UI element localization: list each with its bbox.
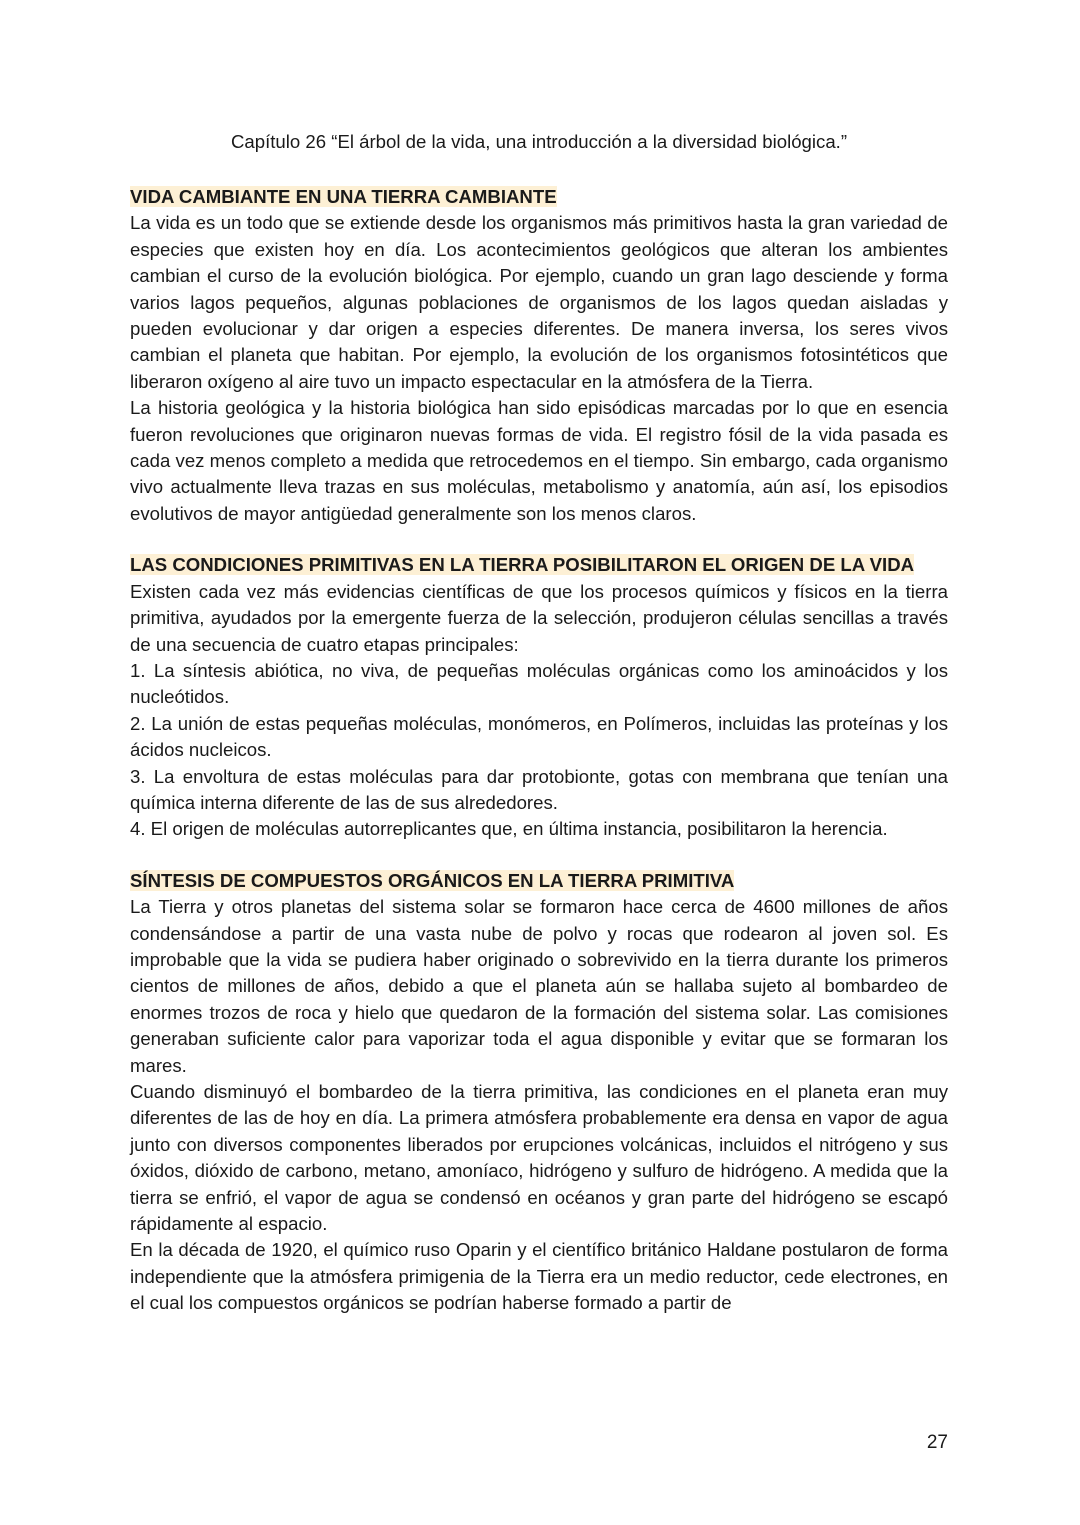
list-item: 3. La envoltura de estas moléculas para dar protobionte, gotas con membrana que tenían una química interna diferente de las de sus alrededores. <box>130 765 948 813</box>
paragraph: La vida es un todo que se extiende desde los organismos más primitivos hasta la gran variedad de especies que existen hoy en día. Los acontecimientos geológicos que alteran los ambientes cambian el curso de la evolución biológica. Por ejemplo, cuando un gran lago desciende y forma varios lagos pequeños, algunas poblaciones de organismos de los lagos quedan aisladas y pueden evolucionar y dar origen a especies diferentes. De manera inversa, los seres vivos cambian el planeta que habitan. Por ejemplo, la evolución de los organismos fotosintéticos que liberaron oxígeno al aire tuvo un impacto espectacular en la atmósfera de la Tierra. <box>130 212 948 392</box>
section-heading <box>130 184 948 210</box>
section-heading <box>130 552 948 578</box>
paragraph: La historia geológica y la historia biológica han sido episódicas marcadas por lo que en esencia fueron revoluciones que originaron nuevas formas de vida. El registro fósil de la vida pasada es cada vez menos completo a medida que retrocedemos en el tiempo. Sin embargo, cada organismo vivo actualmente lleva trazas en sus moléculas, metabolismo y anatomía, aún así, los episodios evolutivos de mayor antigüedad generalmente son los menos claros. <box>130 397 948 524</box>
page-number: 27 <box>926 1432 948 1453</box>
paragraph: En la década de 1920, el químico ruso Oparin y el científico británico Haldane postularon de forma independiente que la atmósfera primigenia de la Tierra era un medio reductor, cede electrones, en el cual los compuestos orgánicos se podrían haberse formado a partir de <box>130 1239 948 1314</box>
list-item: 4. El origen de moléculas autorreplicantes que, en última instancia, posibilitaron la herencia. <box>130 818 888 840</box>
paragraph: La Tierra y otros planetas del sistema solar se formaron hace cerca de 4600 millones de años condensándose a partir de una vasta nube de polvo y rocas que rodearon al joven sol. Es improbable que la vida se pudiera haber originado o sobrevivido en la tierra durante los primeros cientos de millones de años, debido a que el planeta aún se hallaba sujeto al bombardeo de enormes trozos de roca y hielo que quedaron de la formación del sistema solar. Las comisiones generaban suficiente calor para vaporizar toda el agua disponible y evitar que se formaran los mares. <box>130 896 948 1076</box>
list-item: 2. La unión de estas pequeñas moléculas, monómeros, en Polímeros, incluidas las proteínas y los ácidos nucleicos. <box>130 712 948 761</box>
section-vida-cambiante <box>130 184 948 527</box>
heading-text: LAS CONDICIONES PRIMITIVAS EN LA TIERRA POSIBILITARON EL ORIGEN DE LA VIDA <box>130 554 915 576</box>
section-condiciones-primitivas <box>130 552 948 842</box>
heading-text: VIDA CAMBIANTE EN UNA TIERRA CAMBIANTE <box>130 186 557 207</box>
paragraph: Existen cada vez más evidencias científicas de que los procesos químicos y físicos en la tierra primitiva, ayudados por la emergente fuerza de la selección, produjeron células sencillas a través de una secuencia de cuatro etapas principales: <box>130 580 948 655</box>
section-sintesis-compuestos <box>130 868 948 1317</box>
section-heading <box>130 868 948 894</box>
paragraph: Cuando disminuyó el bombardeo de la tierra primitiva, las condiciones en el planeta eran muy diferentes de las de hoy en día. La primera atmósfera probablemente era densa en vapor de agua junto con diversos componentes liberados por erupciones volcánicas, incluidos el nitrógeno y sus óxidos, dióxido de carbono, metano, amoníaco, hidrógeno y sulfuro de hidrógeno. A medida que la tierra se enfrió, el vapor de agua se condensó en océanos y gran parte del hidrógeno se escapó rápidamente al espacio. <box>130 1081 948 1235</box>
list-item: 1. La síntesis abiótica, no viva, de pequeñas moléculas orgánicas como los aminoácidos y los nucleótidos. <box>130 659 948 708</box>
document-page <box>130 128 948 1342</box>
chapter-title: Capítulo 26 “El árbol de la vida, una introducción a la diversidad biológica.” <box>230 131 848 152</box>
heading-text: SÍNTESIS DE COMPUESTOS ORGÁNICOS EN LA TIERRA PRIMITIVA <box>130 869 735 891</box>
